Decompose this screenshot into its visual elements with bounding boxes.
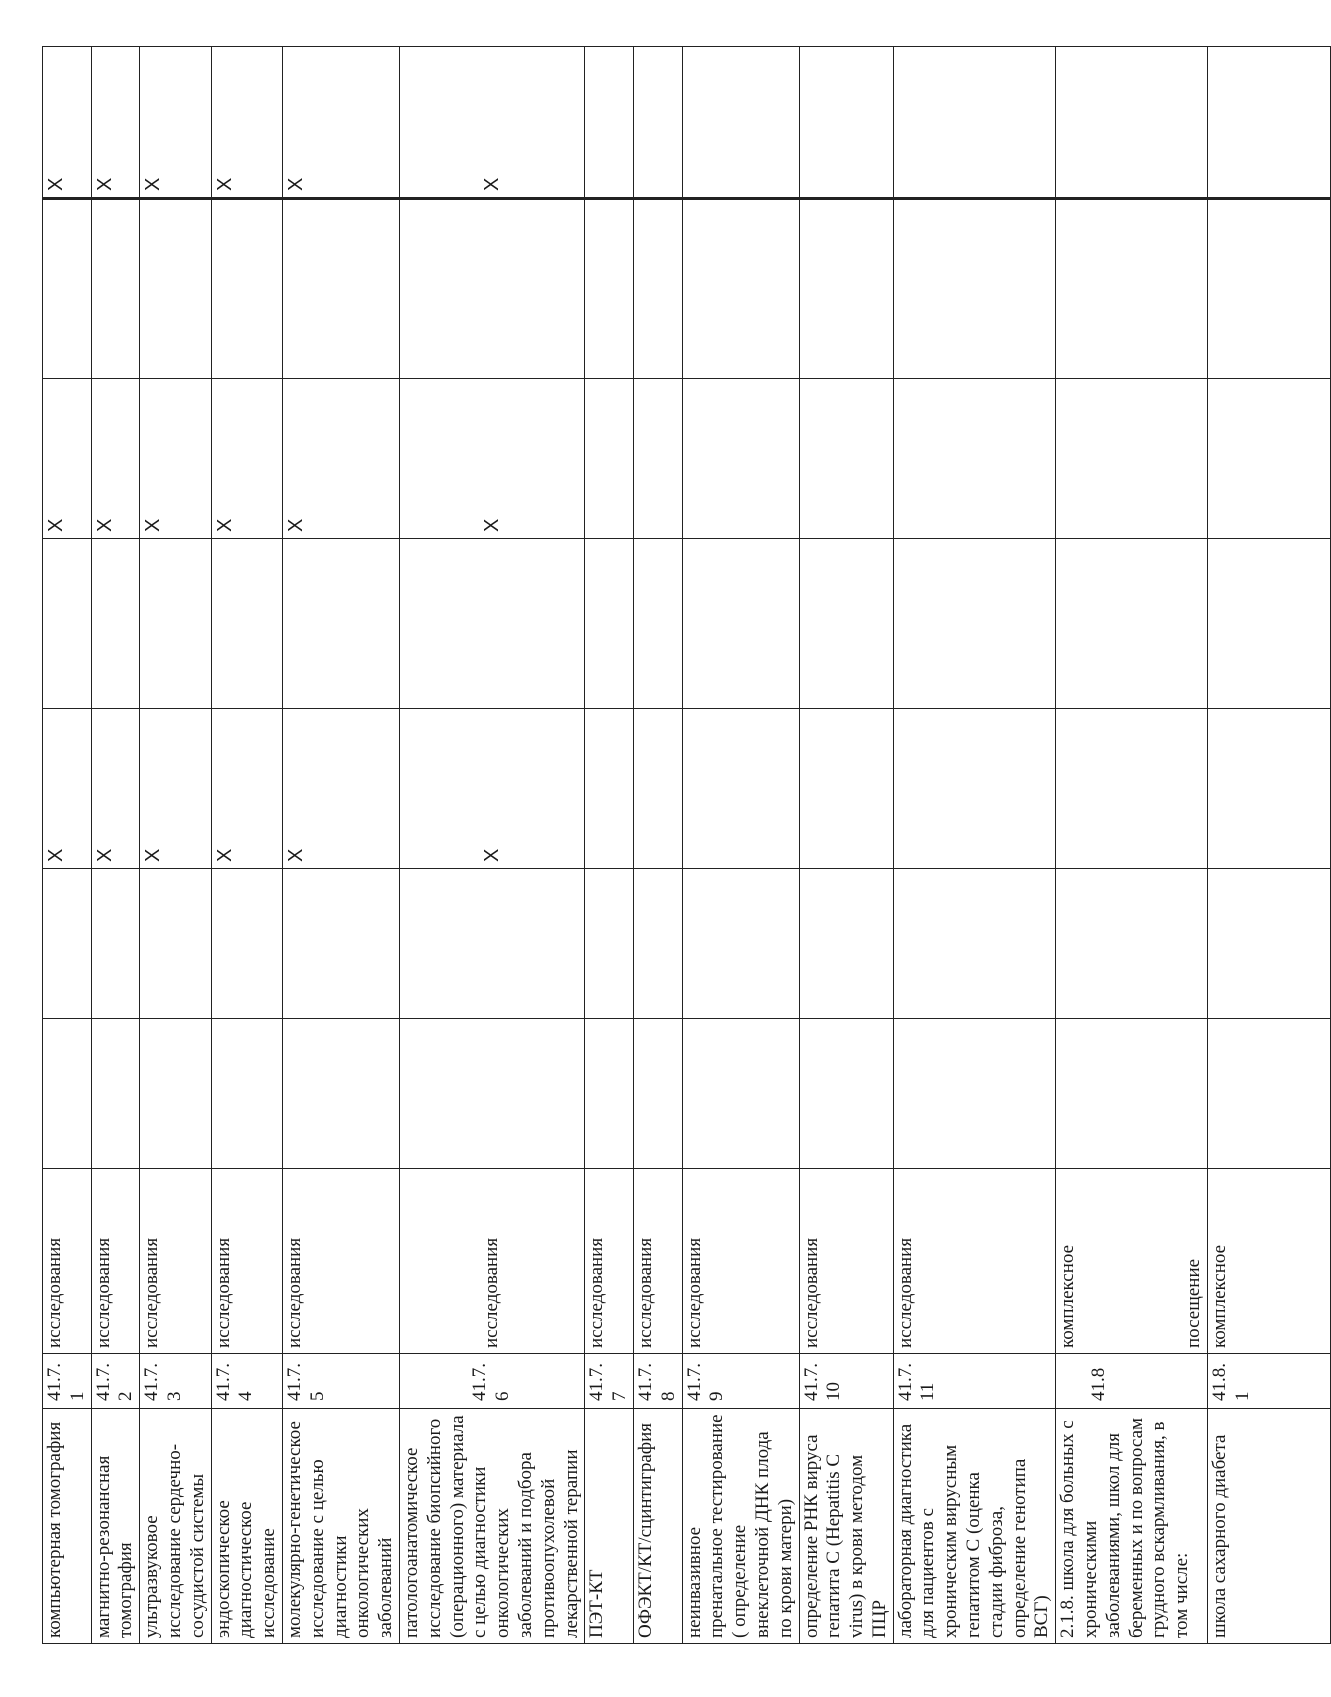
mark-cell: X [211, 47, 282, 199]
mark-cell [893, 47, 1056, 199]
table-row [1208, 47, 1331, 1644]
mark-cell [43, 199, 92, 379]
service-name-cell: ультразвуковое исследование сердечно-сосудистой системы [140, 1409, 211, 1644]
mark-cell [399, 869, 584, 1019]
mark-cell [893, 199, 1056, 379]
mark-cell [682, 47, 799, 199]
mark-cell [585, 1019, 634, 1169]
mark-cell [43, 539, 92, 709]
mark-cell: X [399, 379, 584, 539]
service-name-cell: молекулярно-генетическое исследование с целью диагностики онкологических заболеваний [282, 1409, 399, 1644]
table-row [893, 47, 1056, 1644]
mark-cell [399, 539, 584, 709]
mark-cell [91, 1019, 140, 1169]
mark-cell [633, 47, 682, 199]
mark-cell [799, 379, 893, 539]
table-row [799, 47, 893, 1644]
mark-cell: X [43, 47, 92, 199]
mark-cell [893, 1019, 1056, 1169]
mark-cell [893, 539, 1056, 709]
mark-cell: X [91, 709, 140, 869]
mark-cell [211, 869, 282, 1019]
mark-cell: X [399, 47, 584, 199]
mark-cell [1208, 199, 1331, 379]
mark-cell [43, 869, 92, 1019]
unit-cell: комплексное [1208, 1169, 1331, 1354]
mark-cell [633, 709, 682, 869]
mark-cell [633, 869, 682, 1019]
mark-cell: X [211, 709, 282, 869]
mark-cell: X [140, 379, 211, 539]
unit-cell: исследования [682, 1169, 799, 1354]
unit-cell: исследования [633, 1169, 682, 1354]
service-name-cell: школа сахарного диабета [1208, 1409, 1331, 1644]
table-row [91, 47, 140, 1644]
mark-cell [585, 379, 634, 539]
mark-cell: X [282, 709, 399, 869]
unit-cell: исследования [43, 1169, 92, 1354]
mark-cell [211, 199, 282, 379]
table-row [1056, 47, 1208, 1644]
mark-cell [1056, 869, 1208, 1019]
service-name-cell: компьютерная томография [43, 1409, 92, 1644]
mark-cell [1056, 709, 1208, 869]
service-name-cell: определение РНК вируса гепатита С (Hepatitis С virus) в крови методом ПЦР [799, 1409, 893, 1644]
mark-cell [282, 869, 399, 1019]
mark-cell [633, 199, 682, 379]
mark-cell [91, 199, 140, 379]
mark-cell [633, 539, 682, 709]
service-name-cell: ОФЭКТ/КТ/сцинтиграфия [633, 1409, 682, 1644]
mark-cell [633, 1019, 682, 1169]
unit-cell: исследования [585, 1169, 634, 1354]
table-row [682, 47, 799, 1644]
mark-cell [1056, 539, 1208, 709]
mark-cell [585, 869, 634, 1019]
mark-cell [1056, 199, 1208, 379]
mark-cell [799, 199, 893, 379]
mark-cell [682, 379, 799, 539]
mark-cell [282, 1019, 399, 1169]
table-row [211, 47, 282, 1644]
mark-cell [282, 539, 399, 709]
mark-cell [140, 199, 211, 379]
row-code-cell: 41.7.6 [399, 1354, 584, 1409]
service-name-cell: лабораторная диагностика для пациентов с хроническим вирусным гепатитом С (оценка стадии фиброза, определение генотипа ВСГ) [893, 1409, 1056, 1644]
row-code-cell: 41.7.2 [91, 1354, 140, 1409]
table-row [585, 47, 634, 1644]
mark-cell: X [399, 709, 584, 869]
row-code-cell: 41.7.9 [682, 1354, 799, 1409]
mark-cell [585, 539, 634, 709]
service-name-cell: магнитно-резонансная томография [91, 1409, 140, 1644]
service-name-cell: ПЭТ-КТ [585, 1409, 634, 1644]
mark-cell [682, 199, 799, 379]
table-row [399, 47, 584, 1644]
mark-cell [1208, 539, 1331, 709]
mark-cell [799, 869, 893, 1019]
table-row [282, 47, 399, 1644]
mark-cell [682, 869, 799, 1019]
mark-cell [799, 539, 893, 709]
mark-cell [91, 539, 140, 709]
mark-cell [633, 379, 682, 539]
unit-cell: исследования [282, 1169, 399, 1354]
unit-cell: исследования [211, 1169, 282, 1354]
service-name-cell: патологоанатомическое исследование биопсийного (операционного) материала с целью диагностики онкологических заболеваний и подбора противоопухолевой лекарственной терапии [399, 1409, 584, 1644]
mark-cell: X [43, 379, 92, 539]
mark-cell [1208, 1019, 1331, 1169]
mark-cell [211, 539, 282, 709]
mark-cell [585, 199, 634, 379]
row-code-cell: 41.8 [1056, 1354, 1208, 1409]
mark-cell [399, 1019, 584, 1169]
mark-cell [1208, 47, 1331, 199]
mark-cell [1208, 379, 1331, 539]
mark-cell [91, 869, 140, 1019]
mark-cell: X [91, 47, 140, 199]
table-row [633, 47, 682, 1644]
row-code-cell: 41.7.8 [633, 1354, 682, 1409]
mark-cell [140, 539, 211, 709]
service-name-cell: неинвазивное пренатальное тестирование ( определение внеклеточной ДНК плода по крови матери) [682, 1409, 799, 1644]
mark-cell: X [140, 709, 211, 869]
unit-cell: исследования [399, 1169, 584, 1354]
row-code-cell: 41.7.5 [282, 1354, 399, 1409]
mark-cell [1056, 47, 1208, 199]
mark-cell [799, 709, 893, 869]
row-code-cell: 41.7.7 [585, 1354, 634, 1409]
mark-cell [682, 539, 799, 709]
mark-cell [1208, 709, 1331, 869]
mark-cell [893, 379, 1056, 539]
row-code-cell: 41.8.1 [1208, 1354, 1331, 1409]
mark-cell [893, 709, 1056, 869]
mark-cell [682, 1019, 799, 1169]
services-table [42, 46, 1331, 1644]
mark-cell [799, 1019, 893, 1169]
mark-cell [1208, 869, 1331, 1019]
mark-cell: X [91, 379, 140, 539]
row-code-cell: 41.7.1 [43, 1354, 92, 1409]
mark-cell: X [43, 709, 92, 869]
mark-cell [682, 709, 799, 869]
unit-line-1: комплексное [1057, 1244, 1079, 1348]
unit-cell: исследования [140, 1169, 211, 1354]
mark-cell [585, 709, 634, 869]
row-code-cell: 41.7.10 [799, 1354, 893, 1409]
unit-cell [1056, 1169, 1208, 1354]
mark-cell: X [282, 47, 399, 199]
service-name-cell: 2.1.8. школа для больных с хроническими заболеваниями, школ для беременных и по вопросам грудного вскармливания, в том числе: [1056, 1409, 1208, 1644]
mark-cell [799, 47, 893, 199]
row-code-cell: 41.7.11 [893, 1354, 1056, 1409]
table-row [43, 47, 92, 1644]
row-code-cell: 41.7.3 [140, 1354, 211, 1409]
mark-cell [585, 47, 634, 199]
mark-cell [282, 199, 399, 379]
mark-cell: X [282, 379, 399, 539]
mark-cell [1056, 379, 1208, 539]
mark-cell: X [211, 379, 282, 539]
mark-cell [211, 1019, 282, 1169]
mark-cell [43, 1019, 92, 1169]
table-row [140, 47, 211, 1644]
unit-cell: исследования [799, 1169, 893, 1354]
unit-cell: исследования [893, 1169, 1056, 1354]
mark-cell: X [140, 47, 211, 199]
service-name-cell: эндоскопическое диагностическое исследование [211, 1409, 282, 1644]
unit-line-2: посещение [1183, 1258, 1205, 1348]
mark-cell [140, 1019, 211, 1169]
unit-cell: исследования [91, 1169, 140, 1354]
mark-cell [893, 869, 1056, 1019]
row-code-cell: 41.7.4 [211, 1354, 282, 1409]
mark-cell [1056, 1019, 1208, 1169]
mark-cell [140, 869, 211, 1019]
mark-cell [399, 199, 584, 379]
